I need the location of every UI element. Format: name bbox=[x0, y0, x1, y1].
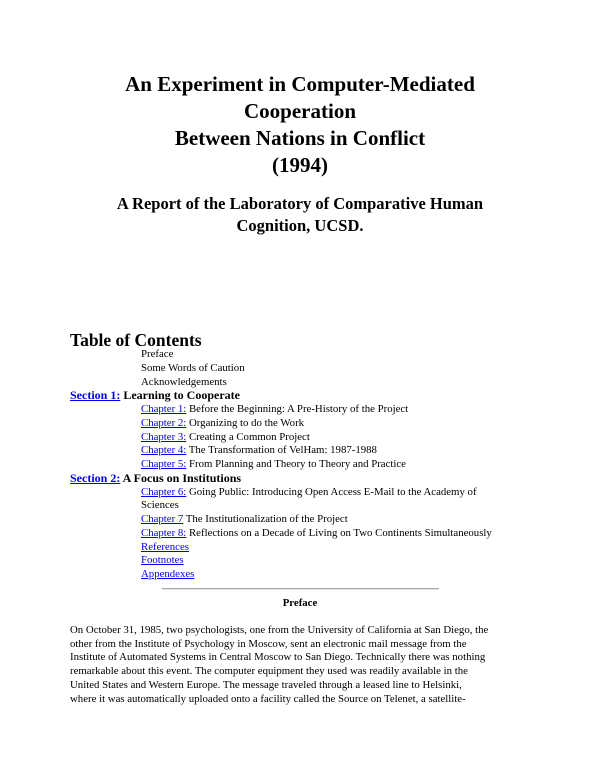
toc-chapter-2 bbox=[70, 417, 590, 431]
preface-line: remarkable about this event. The computer equipment they used was readily available in the bbox=[70, 665, 468, 678]
toc-chapter-1 bbox=[70, 403, 590, 417]
section-1-link[interactable]: Section 1: bbox=[70, 388, 121, 403]
appendexes-link[interactable]: Appendexes bbox=[141, 568, 195, 580]
section-2-title: A Focus on Institutions bbox=[122, 470, 242, 485]
toc-front-caution: Some Words of Caution bbox=[141, 361, 245, 374]
toc-front-acknowledgements: Acknowledgements bbox=[141, 375, 227, 388]
chapter-5-title: From Planning and Theory to Theory and Practice bbox=[188, 458, 406, 470]
chapter-1-title: Before the Beginning: A Pre-History of the Project bbox=[188, 403, 409, 415]
document-title bbox=[0, 71, 600, 179]
section-2-link[interactable]: Section 2: bbox=[70, 470, 121, 485]
document-subtitle bbox=[0, 193, 600, 237]
references-link[interactable]: References bbox=[141, 540, 189, 553]
title-line: Between Nations in Conflict bbox=[174, 126, 426, 150]
chapter-8-title: Reflections on a Decade of Living on Two Continents Simultaneously bbox=[188, 526, 492, 539]
toc-chapter-6-continued: Sciences bbox=[141, 499, 179, 512]
toc-back-appendexes bbox=[70, 568, 590, 582]
preface-line: where it was automatically uploaded onto a facility called the Source on Telenet, a satellite- bbox=[70, 692, 466, 705]
chapter-6-link[interactable]: Chapter 6: bbox=[141, 485, 187, 498]
chapter-1-link[interactable]: Chapter 1: bbox=[141, 403, 187, 415]
title-line: Cooperation bbox=[244, 99, 356, 123]
chapter-6-title: Going Public: Introducing Open Access E-Mail to the Academy of bbox=[188, 485, 477, 498]
section-1-title: Learning to Cooperate bbox=[123, 388, 240, 403]
preface-line: United States and Western Europe. The message traveled through a leased line to Helsinki, bbox=[70, 678, 462, 691]
chapter-7-title: The Institutionalization of the Project bbox=[185, 513, 348, 525]
chapter-4-link[interactable]: Chapter 4: bbox=[141, 444, 187, 457]
chapter-2-title: Organizing to do the Work bbox=[188, 416, 305, 429]
chapter-5-link[interactable]: Chapter 5: bbox=[141, 458, 187, 470]
subtitle-line: A Report of the Laboratory of Comparative Human bbox=[116, 194, 484, 213]
horizontal-divider bbox=[162, 588, 439, 590]
footnotes-link[interactable]: Footnotes bbox=[141, 554, 184, 567]
chapter-8-link[interactable]: Chapter 8: bbox=[141, 526, 187, 539]
chapter-7-link[interactable]: Chapter 7 bbox=[141, 513, 184, 525]
title-line: (1994) bbox=[272, 153, 328, 177]
toc-chapter-5 bbox=[70, 458, 590, 472]
preface-heading: Preface bbox=[282, 597, 318, 609]
chapter-3-link[interactable]: Chapter 3: bbox=[141, 430, 187, 443]
toc-chapter-6 bbox=[70, 486, 590, 500]
toc-section-2 bbox=[70, 472, 590, 486]
toc-back-footnotes bbox=[70, 554, 590, 568]
chapter-3-title: Creating a Common Project bbox=[188, 430, 310, 443]
toc-back-references bbox=[70, 541, 590, 555]
toc-front-preface: Preface bbox=[141, 348, 174, 360]
preface-line: Institute of Automated Systems in Central Moscow to San Diego. Technically there was nothing bbox=[70, 651, 486, 664]
preface-body bbox=[70, 624, 532, 706]
toc-chapter-8 bbox=[70, 527, 590, 541]
chapter-4-title: The Transformation of VelHam: 1987-1988 bbox=[188, 444, 377, 457]
toc-heading: Table of Contents bbox=[70, 330, 202, 350]
toc-chapter-4 bbox=[70, 444, 590, 458]
preface-line: On October 31, 1985, two psychologists, one from the University of California at San Diego, the bbox=[70, 624, 489, 636]
toc-chapter-3 bbox=[70, 431, 590, 445]
table-of-contents bbox=[70, 348, 590, 582]
toc-chapter-7 bbox=[70, 513, 590, 527]
title-line: An Experiment in Computer-Mediated bbox=[125, 72, 475, 96]
toc-section-1 bbox=[70, 389, 590, 403]
chapter-2-link[interactable]: Chapter 2: bbox=[141, 416, 187, 429]
preface-line: other from the Institute of Psychology in Moscow, sent an electronic mail message from the bbox=[70, 637, 467, 650]
subtitle-line: Cognition, UCSD. bbox=[236, 216, 364, 235]
